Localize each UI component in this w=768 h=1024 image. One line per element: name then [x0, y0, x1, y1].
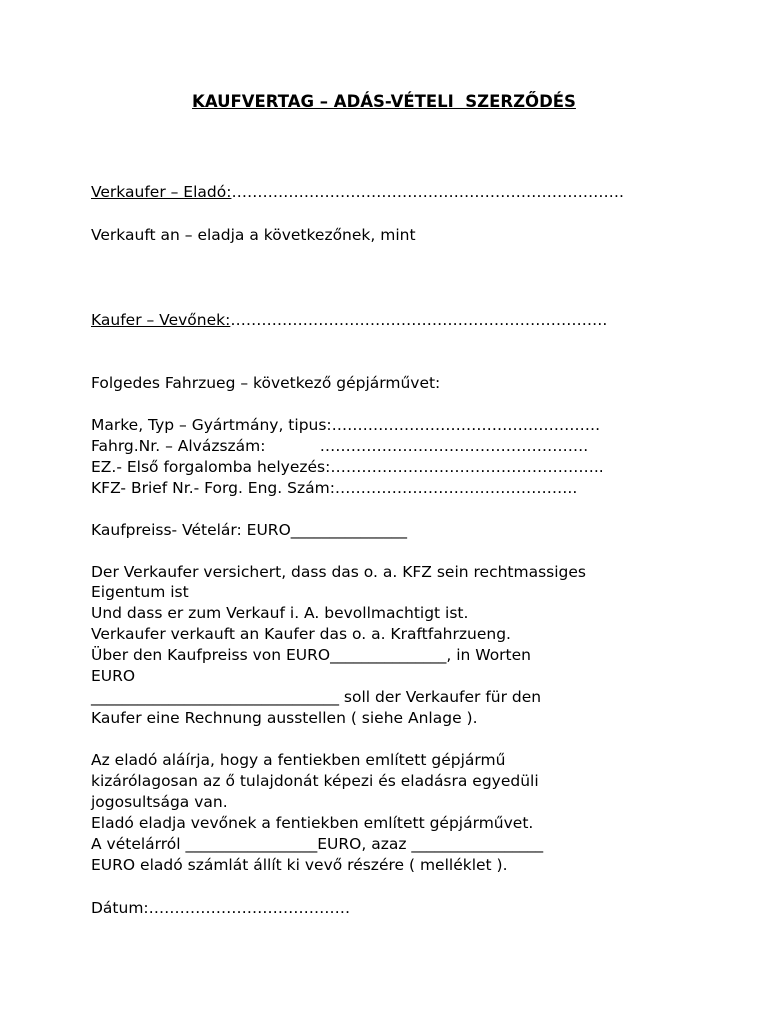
vehicle-field-make: Marke, Typ – Gyártmány, tipus:…………………………………………….	[91, 416, 601, 434]
german-paragraph-line: Und dass er zum Verkauf i. A. bevollmachtigt ist.	[91, 604, 469, 622]
hungarian-paragraph-line: A vételárról _________________EURO, azaz _________________	[91, 835, 544, 853]
vehicle-intro: Folgedes Fahrzueg – következő gépjárművet:	[91, 374, 441, 392]
hungarian-paragraph-line: Eladó eladja vevőnek a fentiekben említett gépjárművet.	[91, 814, 534, 832]
german-paragraph-line: Verkaufer verkauft an Kaufer das o. a. Kraftfahrzueng.	[91, 625, 511, 643]
seller-dots: ………………………………………………………………….	[231, 183, 624, 201]
hungarian-paragraph-line: kizárólagosan az ő tulajdonát képezi és eladásra egyedüli	[91, 772, 539, 790]
seller-label: Verkaufer – Eladó:	[91, 183, 232, 201]
vehicle-field-chassis: Fahrg.Nr. – Alvázszám: …………………………………………….	[91, 437, 589, 455]
date-line: Dátum:…………………………………	[91, 899, 351, 917]
vehicle-field-first-registration: EZ.- Első forgalomba helyezés:……………………………………………..	[91, 458, 604, 476]
hungarian-paragraph-line: Az eladó aláírja, hogy a fentiekben említett gépjármű	[91, 751, 506, 769]
buyer-line	[91, 310, 607, 330]
sells-to-line: Verkauft an – eladja a következőnek, mint	[91, 226, 416, 244]
hungarian-paragraph-line: EURO eladó számlát állít ki vevő részére ( melléklet ).	[91, 856, 508, 874]
german-paragraph-line: ________________________________ soll der Verkaufer für den	[91, 688, 542, 706]
document-title: KAUFVERTAG – ADÁS-VÉTELI SZERZŐDÉS	[192, 92, 576, 111]
vehicle-field-registration-doc: KFZ- Brief Nr.- Forg. Eng. Szám:………………………………………..	[91, 479, 578, 497]
price-line: Kaufpreiss- Vételár: EURO_______________	[91, 521, 408, 539]
buyer-dots: ……………………………………………………………….	[230, 311, 608, 329]
german-paragraph-line: Über den Kaufpreiss von EURO_______________, in Worten	[91, 646, 531, 664]
german-paragraph-line: Eigentum ist	[91, 583, 189, 601]
buyer-label: Kaufer – Vevőnek:	[91, 311, 231, 329]
seller-line	[91, 182, 624, 202]
german-paragraph-line: Der Verkaufer versichert, dass das o. a. KFZ sein rechtmassiges	[91, 563, 587, 581]
hungarian-paragraph-line: jogosultsága van.	[91, 793, 228, 811]
german-paragraph-line: Kaufer eine Rechnung ausstellen ( siehe Anlage ).	[91, 709, 478, 727]
german-paragraph-line: EURO	[91, 667, 136, 685]
